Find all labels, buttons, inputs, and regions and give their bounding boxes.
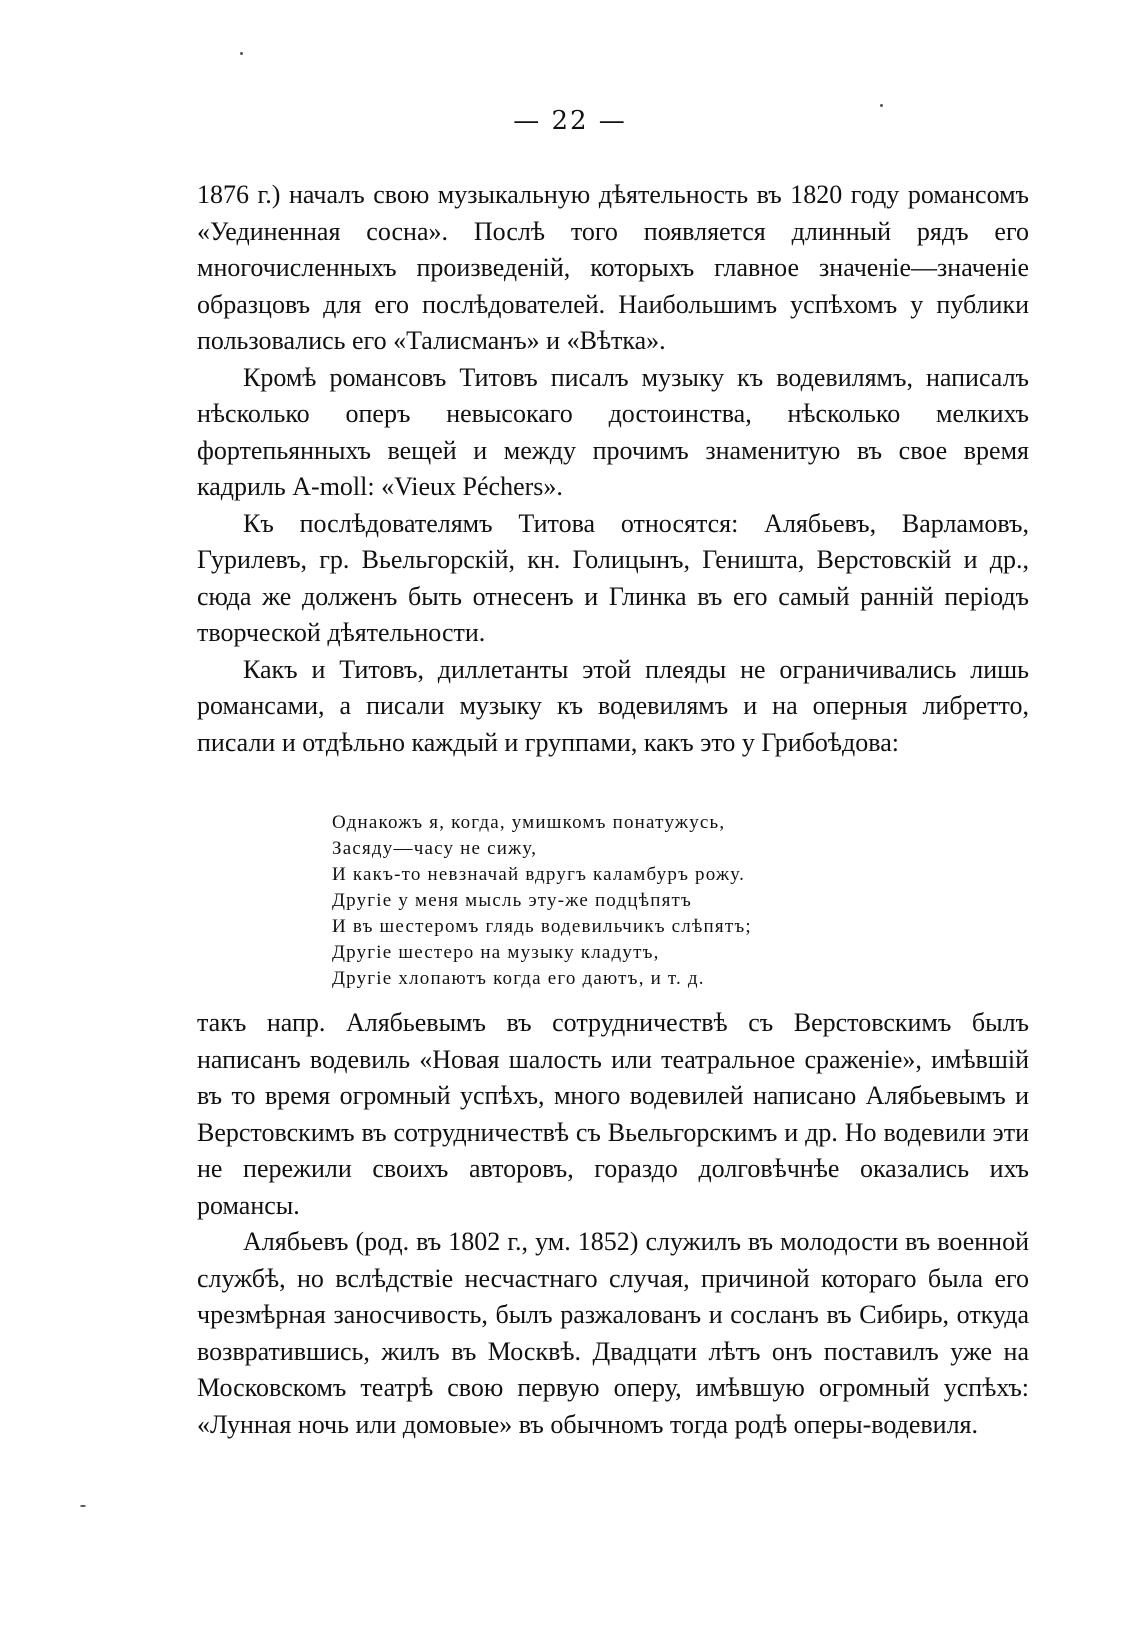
poem-line: Другіе шестеро на музыку кладутъ, [332, 942, 660, 963]
poem-line: Однакожъ я, когда, умишкомъ понатужусь, [332, 812, 726, 833]
poem-line: Засяду—часу не сижу, [332, 838, 538, 859]
paragraph-titov: Кромѣ романсовъ Титовъ писалъ музыку къ водевилямъ, написалъ нѣсколько оперъ невысокаго достоинства, нѣсколько мелкихъ фортепьянныхъ вещей и между прочимъ знаменитую въ свое время кадриль A-moll: «Vieux Péchers». [197, 362, 1029, 501]
poem-line: И какъ-то невзначай вдругъ каламбуръ рожу. [332, 864, 746, 885]
scan-speck [240, 52, 243, 55]
paragraph-dilettantes: Какъ и Титовъ, диллетанты этой плеяды не ограничивались лишь романсами, а писали музыку къ водевилямъ и на оперныя либретто, писали и отдѣльно каждый и группами, какъ это у Грибоѣдова: [197, 654, 1029, 757]
page-number: — 22 — [513, 106, 627, 136]
poem-line: И въ шестеромъ глядь водевильчикъ слѣпятъ; [332, 916, 752, 937]
paragraph-continued: 1876 г.) началъ свою музыкальную дѣятельность въ 1820 году романсомъ «Уединенная сосна». Послѣ того появляется длинный рядъ его многочисленныхъ произведеній, которыхъ главное значеніе—значеніе образцовъ для его послѣдователей. Наибольшимъ успѣхомъ у публики пользовались его «Талисманъ» и «Вѣтка». [197, 180, 1029, 355]
paragraph-alyabiev: Алябьевъ (род. въ 1802 г., ум. 1852) служилъ въ молодости въ военной службѣ, но вслѣдствіе несчастнаго случая, причиной котораго была его чрезмѣрная заносчивость, былъ разжалованъ и сосланъ въ Сибирь, откуда возвратившись, жилъ въ Москвѣ. Двадцати лѣтъ онъ поставилъ уже на Московскомъ театрѣ свою первую оперу, имѣвшую огромный успѣхъ: «Лунная ночь или домовые» въ обычномъ тогда родѣ оперы-водевиля. [197, 1227, 1029, 1439]
poem-quotation [332, 810, 892, 992]
main-text-upper [197, 177, 1029, 761]
poem-line: Другіе у меня мысль эту-же подцѣпятъ [332, 890, 693, 911]
paragraph-vaudeville: такъ напр. Алябьевымъ въ сотрудничествѣ съ Верстовскимъ былъ написанъ водевиль «Новая шалость или театральное сраженіе», имѣвшій въ то время огромный успѣхъ, много водевилей написано Алябьевымъ и Верстовскимъ въ сотрудничествѣ съ Вьельгорскимъ и др. Но водевили эти не пережили своихъ авторовъ, гораздо долговѣчнѣе оказались ихъ романсы. [197, 1008, 1029, 1220]
scan-speck [80, 1505, 86, 1507]
main-text-lower [197, 1005, 1029, 1443]
poem-line: Другіе хлопаютъ когда его даютъ, и т. д. [332, 968, 705, 989]
scan-speck [880, 104, 883, 107]
paragraph-followers: Къ послѣдователямъ Титова относятся: Алябьевъ, Варламовъ, Гурилевъ, гр. Вьельгорскій, кн. Голицынъ, Геништа, Верстовскій и др., сюда же долженъ быть отнесенъ и Глинка въ его самый ранній періодъ творческой дѣятельности. [197, 508, 1029, 647]
